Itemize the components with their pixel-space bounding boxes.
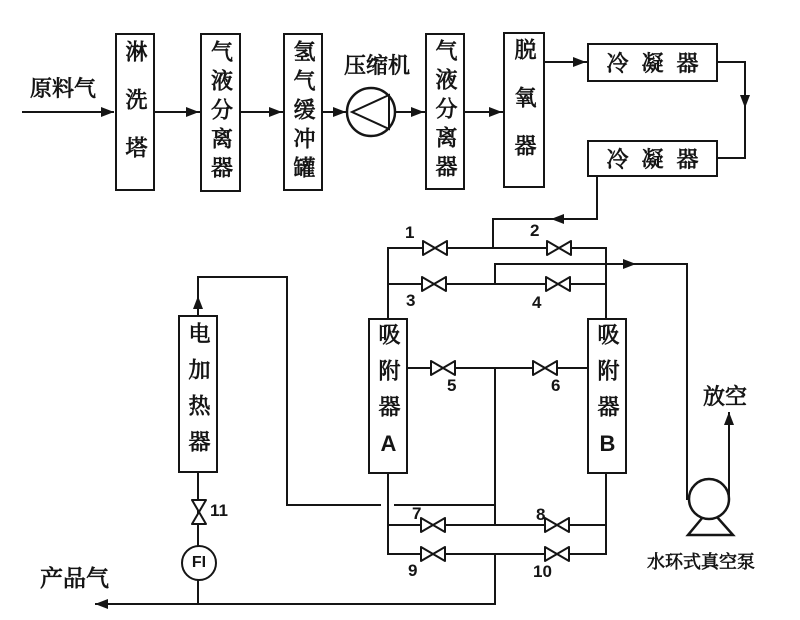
valve-6-icon	[532, 360, 558, 376]
valve-10-icon	[544, 546, 570, 562]
pipe-condenser2-return	[493, 218, 598, 220]
vacuum-pump-label: 水环式真空泵	[647, 552, 755, 572]
arrow-to-vacuum-icon	[623, 259, 636, 269]
flow-indicator-label: FI	[191, 554, 207, 571]
pipe-adsorber-a-bottom	[387, 473, 389, 555]
arrow-heater-outlet-icon	[193, 296, 203, 309]
equipment-gas-liquid-separator-1	[200, 33, 241, 192]
valve-4-number: 4	[532, 293, 542, 312]
pipe-adsorber-b-bottom	[605, 473, 607, 555]
pipe-vacuum-suction	[686, 263, 688, 500]
valve-7-icon	[420, 517, 446, 533]
arrow-into-buffer-icon	[269, 107, 282, 117]
pipe-adsorber-b-top	[605, 247, 607, 318]
valve-9-number: 9	[408, 561, 418, 580]
valve-3-number: 3	[406, 291, 416, 310]
equipment-electric-heater	[178, 315, 218, 473]
arrow-vent-icon	[724, 412, 734, 425]
valve-8-number: 8	[536, 505, 546, 524]
product-gas-label: 产品气	[40, 565, 109, 591]
equipment-adsorber-a	[368, 318, 408, 474]
pipe-condenser2-in	[718, 157, 746, 159]
arrow-into-deoxidizer-icon	[489, 107, 502, 117]
deoxidizer-label: 脱氧器	[512, 38, 537, 182]
equipment-deoxidizer	[503, 32, 545, 188]
pipe-vacuum-stub	[494, 263, 496, 285]
valve-2-number: 2	[530, 221, 540, 240]
compressor-label: 压缩机	[344, 53, 411, 78]
valve-11-number: 11	[210, 501, 228, 520]
valve-2-icon	[546, 240, 572, 256]
arrow-condenser-riser-icon	[740, 95, 750, 108]
adsorber-b-label: 吸附器B	[595, 322, 620, 470]
valve-5-number: 5	[447, 376, 457, 395]
pipe-adsorber-a-top	[387, 247, 389, 318]
arrow-feed-icon	[101, 107, 114, 117]
arrow-into-separator2-icon	[411, 107, 424, 117]
pipe-condenser-riser	[744, 61, 746, 159]
equipment-hydrogen-buffer-tank	[283, 33, 323, 191]
equipment-washing-tower	[115, 33, 155, 191]
feed-gas-label: 原料气	[30, 76, 97, 101]
pipe-heater-downcomer	[286, 276, 288, 506]
valve-11-icon	[191, 499, 207, 525]
arrow-product-icon	[95, 599, 108, 609]
valve-1-icon	[422, 240, 448, 256]
pipe-heater-top	[198, 276, 288, 278]
adsorber-a-label: 吸附器A	[376, 322, 401, 470]
valve-4-icon	[545, 276, 571, 292]
washing-tower-label: 淋洗塔	[123, 40, 148, 184]
separator1-label: 气液分离器	[208, 40, 234, 185]
pipe-valve-row-1-2	[388, 247, 607, 249]
compressor-icon	[344, 85, 398, 139]
pipe-to-vacuum-pump	[495, 263, 688, 265]
pipe-center-lower	[494, 553, 496, 605]
condenser1-label: 冷凝器	[606, 51, 712, 76]
pipe-feed-to-row12	[492, 218, 494, 249]
valve-10-number: 10	[533, 562, 552, 581]
pipe-heater-feed-a	[287, 504, 381, 506]
pipe-product	[95, 603, 496, 605]
arrow-condenser-return-icon	[551, 214, 564, 224]
valve-6-number: 6	[551, 376, 561, 395]
pipe-heater-inlet	[197, 473, 199, 604]
valve-1-number: 1	[405, 223, 415, 242]
equipment-gas-liquid-separator-2	[425, 33, 465, 190]
pipe-heater-feed-b	[394, 504, 496, 506]
pipe-condenser1-out	[718, 61, 746, 63]
arrow-into-separator1-icon	[186, 107, 199, 117]
buffer-tank-label: 氢气缓冲罐	[291, 39, 316, 185]
vent-label: 放空	[703, 384, 748, 409]
valve-9-icon	[420, 546, 446, 562]
valve-5-icon	[430, 360, 456, 376]
valve-8-icon	[544, 517, 570, 533]
arrow-into-condenser1-icon	[573, 57, 586, 67]
equipment-condenser-2	[587, 140, 718, 177]
valve-7-number: 7	[412, 504, 422, 523]
vacuum-pump-icon	[684, 474, 736, 538]
flow-indicator	[181, 545, 217, 581]
pipe-center-upper	[494, 367, 496, 526]
condenser2-label: 冷凝器	[606, 147, 712, 172]
valve-3-icon	[421, 276, 447, 292]
equipment-adsorber-b	[587, 318, 627, 474]
separator2-label: 气液分离器	[433, 39, 458, 184]
heater-label: 电加热器	[186, 322, 211, 466]
equipment-condenser-1	[587, 43, 718, 82]
pipe-condenser2-down	[596, 177, 598, 220]
